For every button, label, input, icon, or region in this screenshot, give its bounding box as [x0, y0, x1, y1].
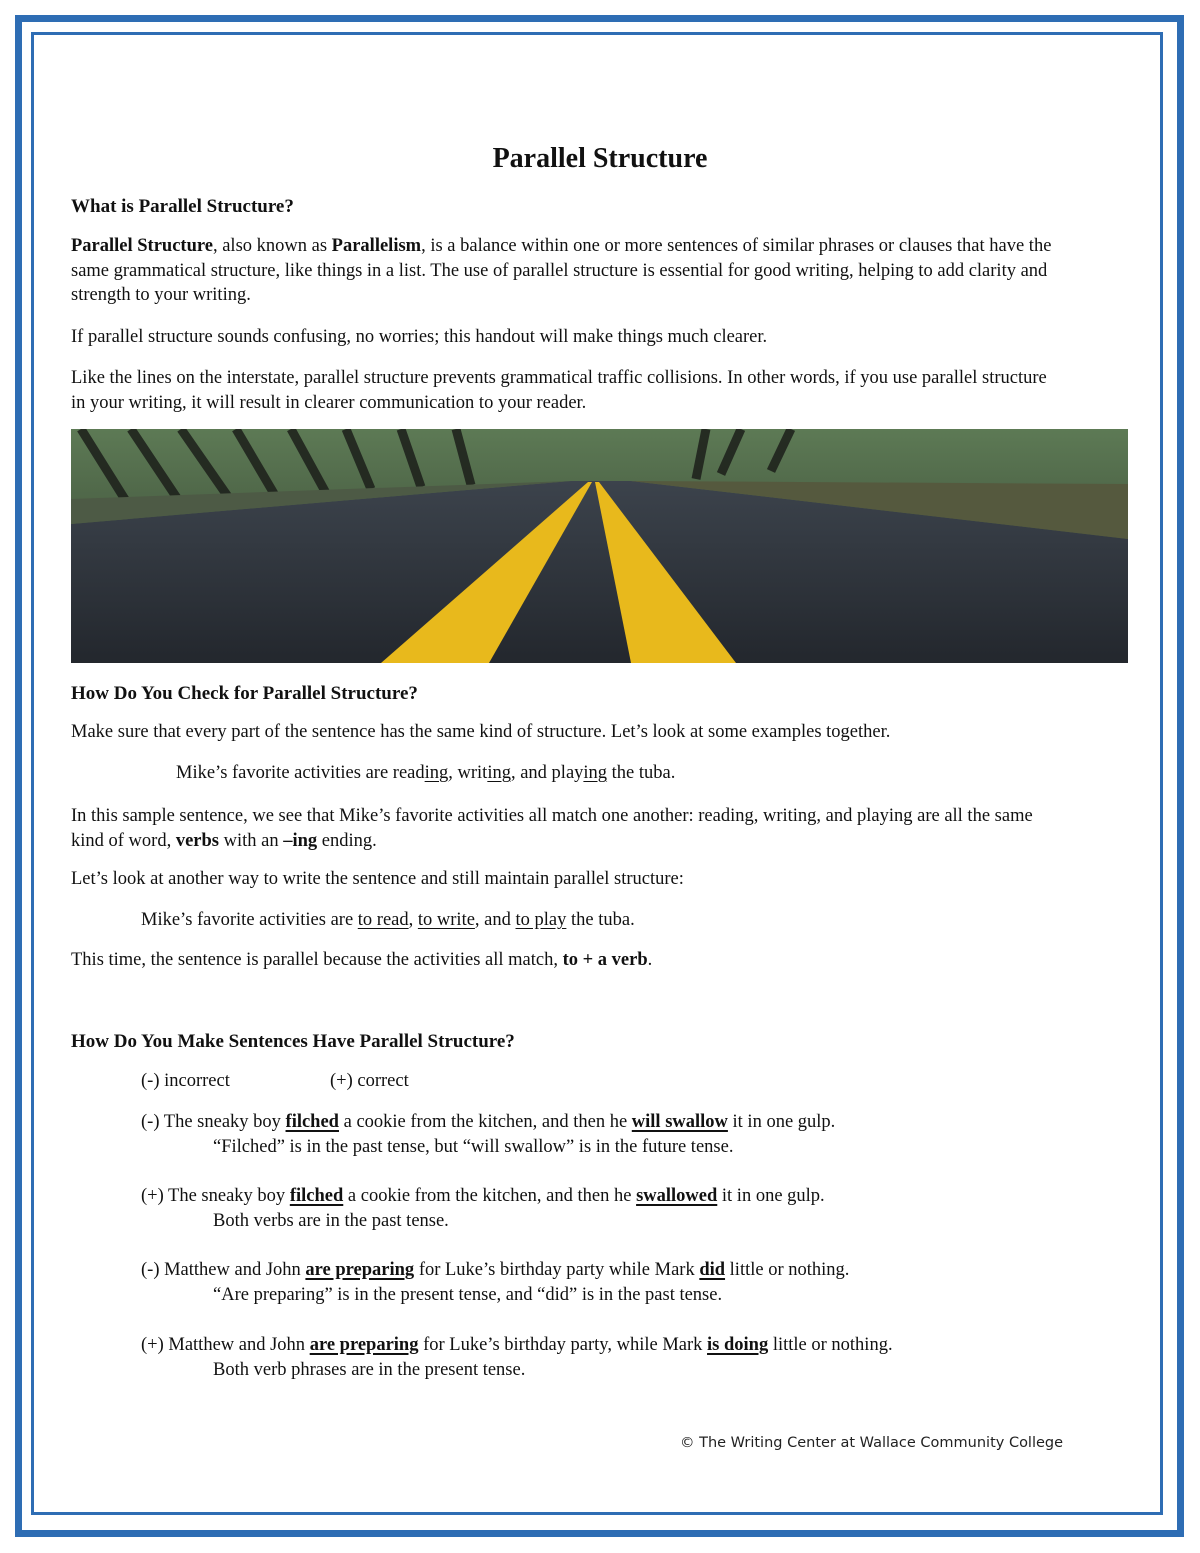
ex-4-pre: (+) Matthew and John	[141, 1335, 310, 1355]
ex-2-pre: (+) The sneaky boy	[141, 1186, 290, 1206]
term-parallel-structure: Parallel Structure	[71, 236, 213, 256]
term-parallelism: Parallelism	[331, 236, 422, 256]
example-sentence-1	[141, 1112, 835, 1133]
explain1-text-c: ending.	[317, 830, 377, 851]
explain1-text-b: with an	[219, 830, 284, 851]
explanation-infinitive	[71, 950, 652, 971]
ex-3-verb-2: did	[699, 1260, 726, 1280]
ex1-part-a: Mike’s favorite activities are read	[176, 763, 425, 783]
ex-1-verb-2: will swallow	[631, 1112, 728, 1132]
ex-3-pre: (-) Matthew and John	[141, 1260, 306, 1280]
ex-4-post: little or nothing.	[768, 1335, 893, 1355]
heading-what-is: What is Parallel Structure?	[71, 196, 294, 217]
ex-1-post: it in one gulp.	[727, 1112, 836, 1132]
ex2-part-b: ,	[408, 910, 418, 930]
example-sentence-3	[141, 1260, 849, 1281]
ex-3-mid: for Luke’s birthday party while Mark	[414, 1260, 700, 1280]
road-illustration	[71, 429, 1128, 663]
ex1-part-d: the tuba.	[607, 763, 676, 783]
explanation-ing	[71, 804, 1061, 853]
ex1-underline-3: ing	[583, 763, 608, 783]
ex2-part-c: , and	[474, 910, 516, 930]
check-intro: Make sure that every part of the sentence has the same kind of structure. Let’s look at some examples together.	[71, 722, 891, 742]
ex-1-verb-1: filched	[285, 1112, 339, 1132]
heading-how-check: How Do You Check for Parallel Structure?	[71, 683, 418, 704]
definition-text-rest: , is a balance within one or more sentences of similar phrases or clauses that have the same grammatical structure, like things in a list. The use of parallel structure is essential for good writing, helping to add clarity and strength to your writing.	[71, 236, 1052, 305]
definition-paragraph	[71, 234, 1061, 308]
ex1-underline-1: ing	[424, 763, 449, 783]
key-incorrect: (-) incorrect	[141, 1071, 230, 1091]
explain1-bold-ing: –ing	[283, 830, 318, 851]
ex-4-verb-2: is doing	[707, 1335, 769, 1355]
transition-sentence: Let’s look at another way to write the sentence and still maintain parallel structure:	[71, 869, 684, 889]
heading-how-make: How Do You Make Sentences Have Parallel Structure?	[71, 1031, 515, 1052]
ex-2-post: it in one gulp.	[717, 1186, 825, 1206]
ex2-underline-3: to play	[515, 910, 567, 930]
example-note-1: “Filched” is in the past tense, but “will swallow” is in the future tense.	[213, 1137, 734, 1157]
ex-4-mid: for Luke’s birthday party, while Mark	[418, 1335, 708, 1355]
ex2-part-a: Mike’s favorite activities are	[141, 910, 358, 930]
example-ing-sentence	[176, 763, 675, 784]
example-note-3: “Are preparing” is in the present tense, and “did” is in the past tense.	[213, 1285, 723, 1305]
ex2-part-d: the tuba.	[566, 910, 635, 930]
ex-2-verb-2: swallowed	[636, 1186, 718, 1206]
example-infinitive-sentence	[141, 910, 635, 931]
explain2-bold: to + a verb	[562, 950, 648, 970]
ex2-underline-1: to read	[357, 910, 409, 930]
ex-3-verb-1: are preparing	[305, 1260, 415, 1280]
explain2-text-b: .	[647, 950, 653, 970]
ex-2-mid: a cookie from the kitchen, and then he	[343, 1186, 637, 1206]
copyright-footer: © The Writing Center at Wallace Community College	[680, 1435, 1064, 1451]
explain2-text-a: This time, the sentence is parallel because the activities all match,	[71, 950, 563, 970]
definition-text-mid: , also known as	[212, 236, 332, 256]
key-correct: (+) correct	[330, 1071, 409, 1091]
ex1-part-b: , writ	[448, 763, 488, 783]
ex1-part-c: , and play	[510, 763, 584, 783]
ex-4-verb-1: are preparing	[309, 1335, 419, 1355]
ex-2-verb-1: filched	[289, 1186, 344, 1206]
interstate-paragraph: Like the lines on the interstate, parallel structure prevents grammatical traffic collisions. In other words, if you use parallel structure in your writing, it will result in clearer communication to your reader.	[71, 368, 1047, 413]
explain1-text-a: In this sample sentence, we see that Mike’s favorite activities all match one another: reading, writing, and playing are all the same kind of word,	[71, 806, 1033, 851]
example-sentence-4	[141, 1335, 893, 1356]
ex-1-mid: a cookie from the kitchen, and then he	[338, 1112, 632, 1132]
ex-1-pre: (-) The sneaky boy	[141, 1112, 286, 1132]
example-note-2: Both verbs are in the past tense.	[213, 1211, 449, 1231]
ex2-underline-2: to write	[417, 910, 475, 930]
example-sentence-2	[141, 1186, 825, 1207]
page-title: Parallel Structure	[492, 143, 708, 174]
road-with-yellow-lines-image	[71, 429, 1128, 663]
example-note-4: Both verb phrases are in the present tense.	[213, 1360, 526, 1380]
ex-3-post: little or nothing.	[725, 1260, 850, 1280]
ex1-underline-2: ing	[487, 763, 511, 783]
explain1-bold-verbs: verbs	[175, 830, 219, 851]
reassurance-paragraph: If parallel structure sounds confusing, no worries; this handout will make things much clearer.	[71, 327, 768, 347]
